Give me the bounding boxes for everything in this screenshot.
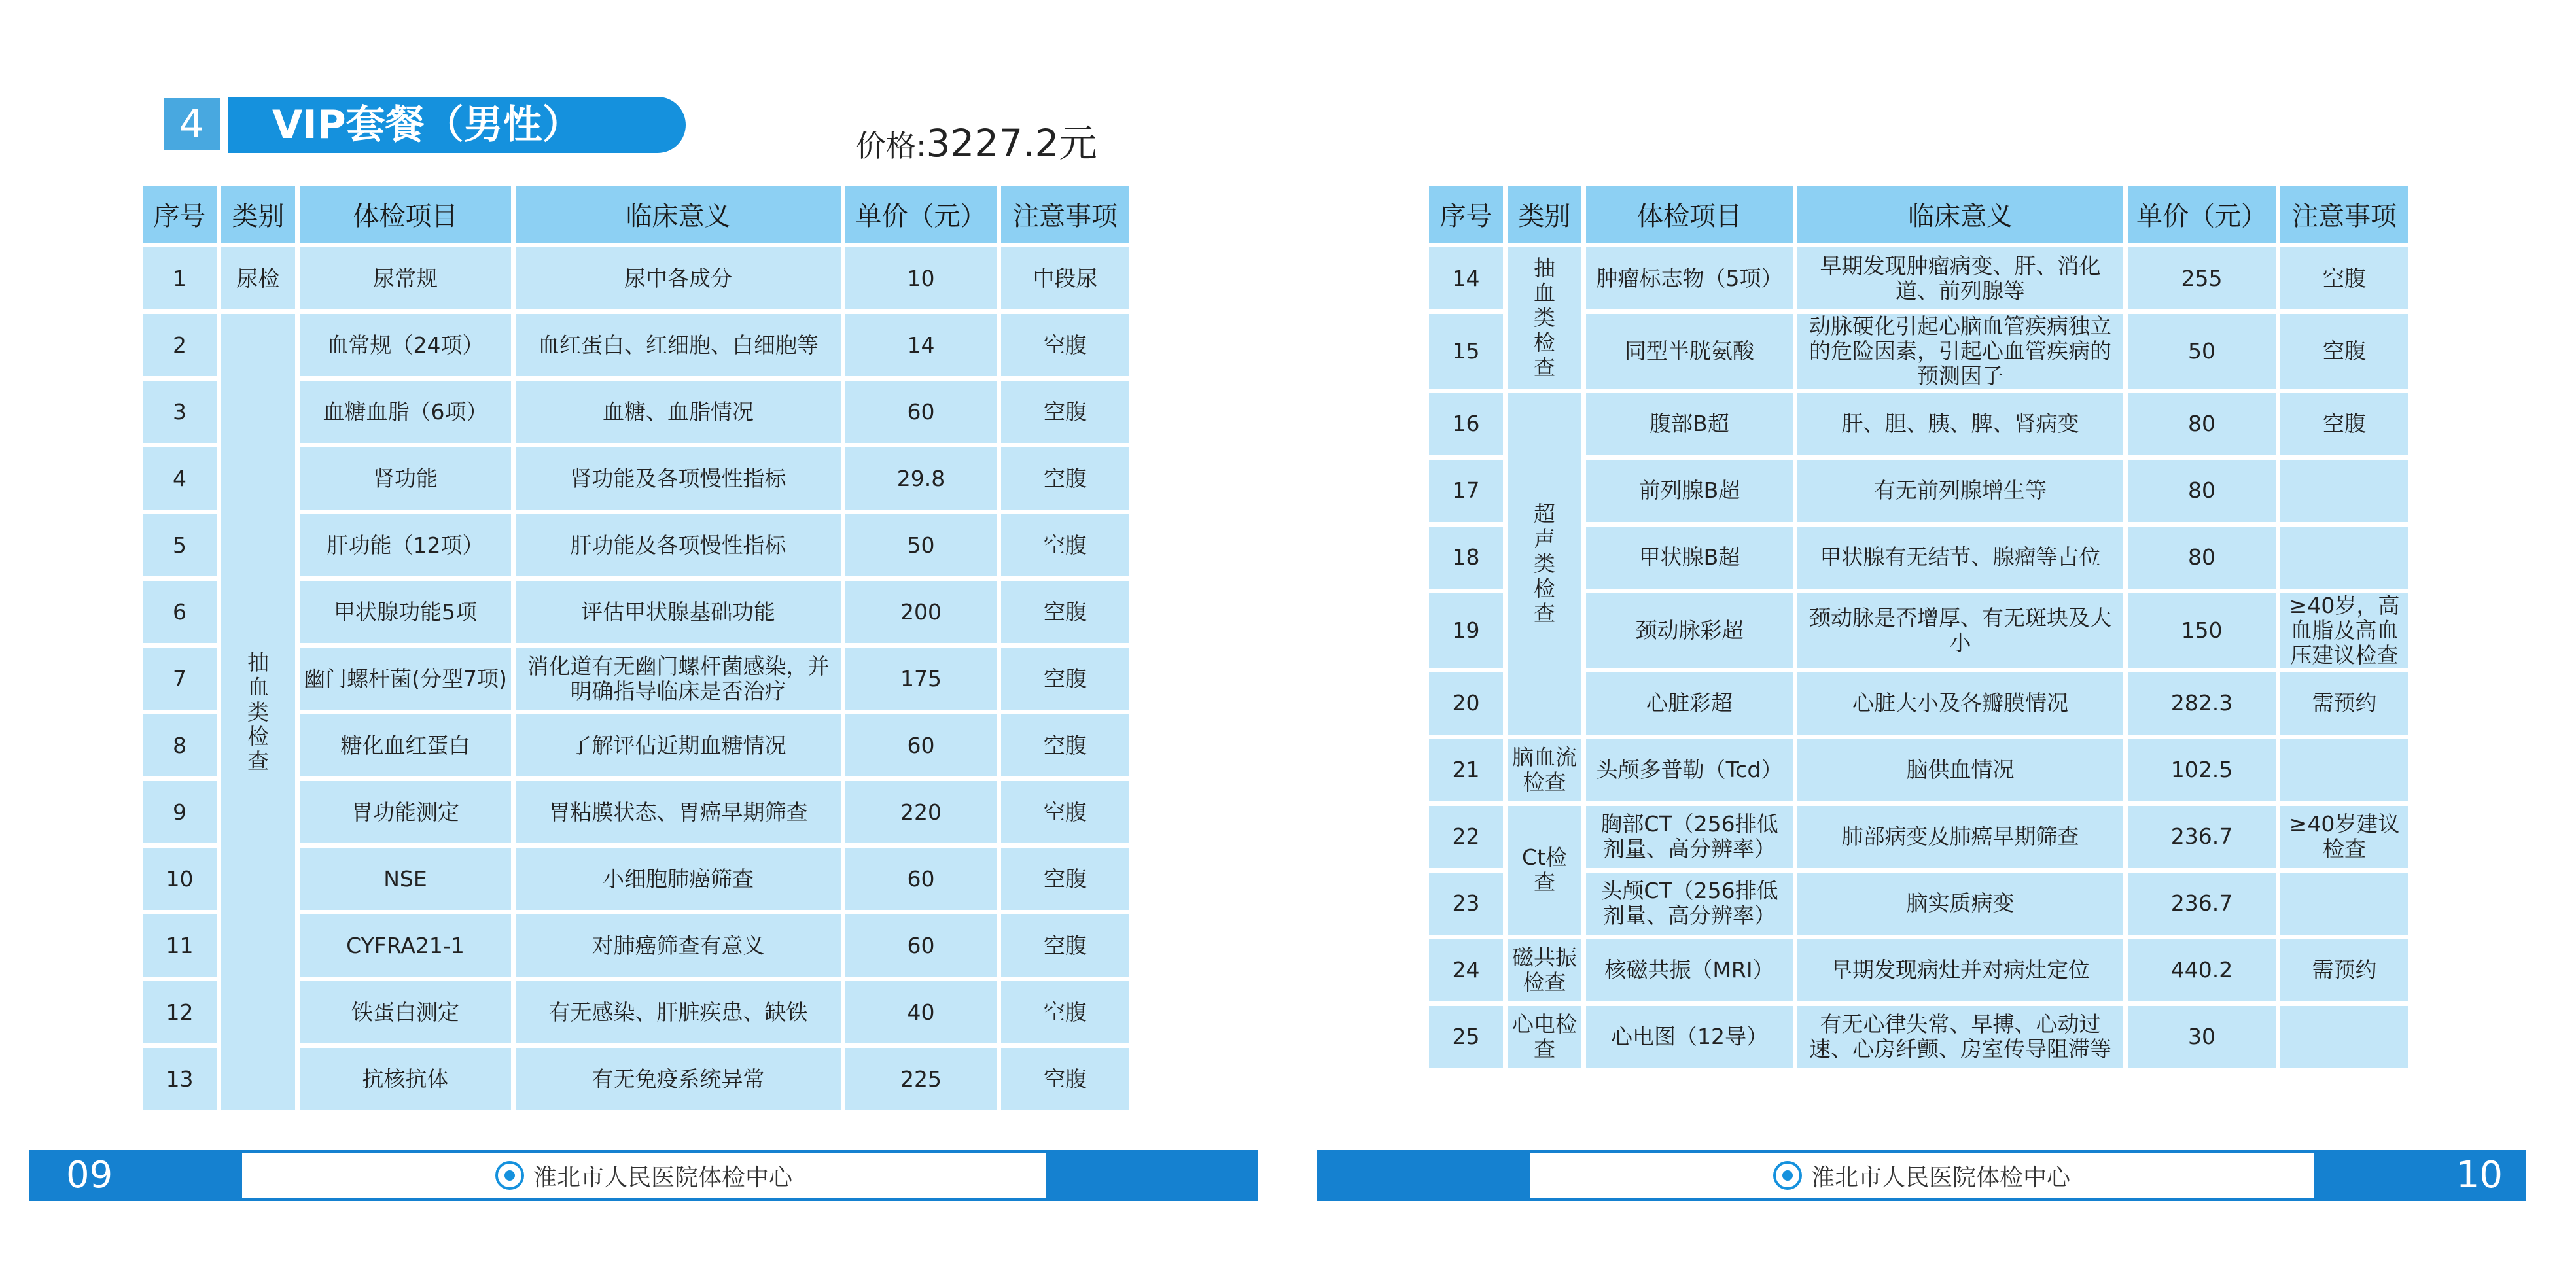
cell-category: Ct检查 <box>1508 806 1581 935</box>
cell-category: 超声类检查 <box>1508 393 1581 735</box>
cell-price: 225 <box>845 1048 997 1110</box>
cell-meaning: 肝、胆、胰、脾、肾病变 <box>1797 393 2123 455</box>
header-price: 单价（元） <box>2128 186 2276 243</box>
table-row <box>143 314 1129 376</box>
table-row <box>1429 939 2408 1001</box>
cell-item: 幽门螺杆菌(分型7项) <box>300 648 511 710</box>
cell-no: 3 <box>143 381 217 443</box>
footer-bar <box>1317 1150 1530 1201</box>
cell-item: 腹部B超 <box>1586 393 1793 455</box>
section-number: 4 <box>164 98 220 150</box>
cell-price: 80 <box>2128 460 2276 522</box>
cell-price: 200 <box>845 581 997 643</box>
cell-note <box>2280 1006 2408 1068</box>
cell-price: 255 <box>2128 247 2276 309</box>
cell-item: 胃功能测定 <box>300 781 511 843</box>
cell-item: 头颅CT（256排低剂量、高分辨率） <box>1586 873 1793 935</box>
header-category: 类别 <box>221 186 295 243</box>
cell-no: 16 <box>1429 393 1503 455</box>
cell-no: 25 <box>1429 1006 1503 1068</box>
header-price: 单价（元） <box>845 186 997 243</box>
cell-no: 17 <box>1429 460 1503 522</box>
cell-price: 150 <box>2128 593 2276 668</box>
cell-no: 21 <box>1429 739 1503 801</box>
cell-item: 头颅多普勒（Tcd） <box>1586 739 1793 801</box>
cell-price: 236.7 <box>2128 873 2276 935</box>
cell-category: 抽血类检查 <box>221 314 295 1110</box>
cell-meaning: 早期发现病灶并对病灶定位 <box>1797 939 2123 1001</box>
page-number: 10 <box>2456 1154 2503 1196</box>
cell-note: 空腹 <box>2280 393 2408 455</box>
cell-price: 102.5 <box>2128 739 2276 801</box>
cell-item: 甲状腺B超 <box>1586 527 1793 589</box>
cell-meaning: 有无前列腺增生等 <box>1797 460 2123 522</box>
table-header-row <box>143 186 1129 243</box>
cell-no: 9 <box>143 781 217 843</box>
cell-no: 4 <box>143 447 217 510</box>
cell-meaning: 血红蛋白、红细胞、白细胞等 <box>516 314 841 376</box>
header-note: 注意事项 <box>1001 186 1129 243</box>
cell-note <box>2280 739 2408 801</box>
cell-price: 30 <box>2128 1006 2276 1068</box>
cell-meaning: 肺部病变及肺癌早期筛查 <box>1797 806 2123 868</box>
cell-no: 10 <box>143 848 217 910</box>
cell-price: 40 <box>845 981 997 1043</box>
table-row <box>143 247 1129 309</box>
cell-meaning: 对肺癌筛查有意义 <box>516 914 841 977</box>
header-no: 序号 <box>143 186 217 243</box>
cell-note: 空腹 <box>1001 648 1129 710</box>
cell-price: 50 <box>845 514 997 576</box>
cell-meaning: 肾功能及各项慢性指标 <box>516 447 841 510</box>
cell-meaning: 动脉硬化引起心脑血管疾病独立的危险因素，引起心血管疾病的预测因子 <box>1797 314 2123 389</box>
footer-bar <box>2314 1150 2526 1201</box>
cell-no: 15 <box>1429 314 1503 389</box>
cell-note: 空腹 <box>1001 848 1129 910</box>
cell-no: 22 <box>1429 806 1503 868</box>
cell-meaning: 了解评估近期血糖情况 <box>516 714 841 776</box>
table-row <box>1429 393 2408 455</box>
package-price <box>856 113 1097 167</box>
cell-note: ≥40岁，高血脂及高血压建议检查 <box>2280 593 2408 668</box>
cell-item: 同型半胱氨酸 <box>1586 314 1793 389</box>
cell-note: 空腹 <box>1001 1048 1129 1110</box>
price-value: 3227.2元 <box>926 121 1097 165</box>
footer-left <box>0 1150 1288 1201</box>
cell-meaning: 脑供血情况 <box>1797 739 2123 801</box>
cell-item: 肿瘤标志物（5项） <box>1586 247 1793 309</box>
cell-category: 心电检查 <box>1508 1006 1581 1068</box>
table-row <box>1429 739 2408 801</box>
cell-meaning: 有无感染、肝脏疾患、缺铁 <box>516 981 841 1043</box>
cell-item: 铁蛋白测定 <box>300 981 511 1043</box>
cell-item: 血常规（24项） <box>300 314 511 376</box>
cell-price: 50 <box>2128 314 2276 389</box>
cell-category: 抽血类检查 <box>1508 247 1581 389</box>
cell-meaning: 胃粘膜状态、胃癌早期筛查 <box>516 781 841 843</box>
page-number: 09 <box>66 1154 113 1196</box>
header-note: 注意事项 <box>2280 186 2408 243</box>
header-item: 体检项目 <box>1586 186 1793 243</box>
cell-price: 440.2 <box>2128 939 2276 1001</box>
cell-no: 14 <box>1429 247 1503 309</box>
cell-meaning: 脑实质病变 <box>1797 873 2123 935</box>
cell-no: 1 <box>143 247 217 309</box>
table-row <box>1429 1006 2408 1068</box>
table-row <box>1429 806 2408 868</box>
cell-no: 19 <box>1429 593 1503 668</box>
cell-meaning: 小细胞肺癌筛查 <box>516 848 841 910</box>
cell-item: NSE <box>300 848 511 910</box>
cell-no: 7 <box>143 648 217 710</box>
cell-note: ≥40岁建议检查 <box>2280 806 2408 868</box>
cell-item: 胸部CT（256排低剂量、高分辨率） <box>1586 806 1793 868</box>
cell-price: 29.8 <box>845 447 997 510</box>
cell-meaning: 早期发现肿瘤病变、肝、消化道、前列腺等 <box>1797 247 2123 309</box>
cell-meaning: 颈动脉是否增厚、有无斑块及大小 <box>1797 593 2123 668</box>
cell-no: 18 <box>1429 527 1503 589</box>
cell-note: 空腹 <box>2280 314 2408 389</box>
cell-price: 80 <box>2128 527 2276 589</box>
cell-no: 13 <box>143 1048 217 1110</box>
cell-note: 空腹 <box>2280 247 2408 309</box>
cell-category: 尿检 <box>221 247 295 309</box>
cell-price: 282.3 <box>2128 672 2276 735</box>
cell-no: 5 <box>143 514 217 576</box>
cell-category: 脑血流检查 <box>1508 739 1581 801</box>
cell-item: CYFRA21-1 <box>300 914 511 977</box>
table-header-row <box>1429 186 2408 243</box>
cell-no: 6 <box>143 581 217 643</box>
cell-note: 空腹 <box>1001 381 1129 443</box>
cell-note <box>2280 873 2408 935</box>
cell-price: 175 <box>845 648 997 710</box>
cell-note: 空腹 <box>1001 581 1129 643</box>
footer-bar <box>1046 1150 1258 1201</box>
cell-note: 空腹 <box>1001 447 1129 510</box>
section-title: VIP套餐（男性） <box>228 97 686 153</box>
package-table-right <box>1424 181 2413 1073</box>
cell-no: 12 <box>143 981 217 1043</box>
cell-no: 20 <box>1429 672 1503 735</box>
page-right <box>1288 0 2576 1288</box>
cell-item: 心脏彩超 <box>1586 672 1793 735</box>
cell-price: 60 <box>845 381 997 443</box>
cell-no: 8 <box>143 714 217 776</box>
cell-item: 尿常规 <box>300 247 511 309</box>
cell-price: 14 <box>845 314 997 376</box>
cell-item: 甲状腺功能5项 <box>300 581 511 643</box>
cell-item: 糖化血红蛋白 <box>300 714 511 776</box>
cell-meaning: 有无心律失常、早搏、心动过速、心房纤颤、房室传导阻滞等 <box>1797 1006 2123 1068</box>
hospital-logo-icon <box>1773 1161 1802 1190</box>
cell-note: 空腹 <box>1001 514 1129 576</box>
cell-price: 60 <box>845 914 997 977</box>
cell-item: 前列腺B超 <box>1586 460 1793 522</box>
header-meaning: 临床意义 <box>516 186 841 243</box>
cell-note <box>2280 460 2408 522</box>
cell-price: 236.7 <box>2128 806 2276 868</box>
cell-item: 血糖血脂（6项） <box>300 381 511 443</box>
cell-price: 60 <box>845 848 997 910</box>
footer-hospital <box>1530 1150 2314 1201</box>
cell-note: 中段尿 <box>1001 247 1129 309</box>
cell-category: 磁共振检查 <box>1508 939 1581 1001</box>
cell-meaning: 有无免疫系统异常 <box>516 1048 841 1110</box>
cell-note: 空腹 <box>1001 714 1129 776</box>
cell-note: 需预约 <box>2280 939 2408 1001</box>
cell-meaning: 甲状腺有无结节、腺瘤等占位 <box>1797 527 2123 589</box>
cell-price: 60 <box>845 714 997 776</box>
footer-bar <box>29 1150 242 1201</box>
price-label: 价格: <box>856 128 926 164</box>
cell-note: 空腹 <box>1001 314 1129 376</box>
cell-meaning: 评估甲状腺基础功能 <box>516 581 841 643</box>
header-no: 序号 <box>1429 186 1503 243</box>
header-meaning: 临床意义 <box>1797 186 2123 243</box>
cell-note: 空腹 <box>1001 981 1129 1043</box>
header-item: 体检项目 <box>300 186 511 243</box>
cell-item: 心电图（12导） <box>1586 1006 1793 1068</box>
cell-note: 空腹 <box>1001 781 1129 843</box>
cell-no: 23 <box>1429 873 1503 935</box>
footer-hospital <box>242 1150 1046 1201</box>
hospital-name: 淮北市人民医院体检中心 <box>1810 1164 2070 1191</box>
header-category: 类别 <box>1508 186 1581 243</box>
cell-meaning: 血糖、血脂情况 <box>516 381 841 443</box>
cell-item: 肝功能（12项） <box>300 514 511 576</box>
cell-meaning: 消化道有无幽门螺杆菌感染，并明确指导临床是否治疗 <box>516 648 841 710</box>
cell-item: 颈动脉彩超 <box>1586 593 1793 668</box>
cell-note <box>2280 527 2408 589</box>
cell-price: 10 <box>845 247 997 309</box>
cell-no: 2 <box>143 314 217 376</box>
cell-price: 220 <box>845 781 997 843</box>
cell-meaning: 肝功能及各项慢性指标 <box>516 514 841 576</box>
hospital-logo-icon <box>495 1161 524 1190</box>
cell-note: 需预约 <box>2280 672 2408 735</box>
cell-note: 空腹 <box>1001 914 1129 977</box>
table-row <box>1429 247 2408 309</box>
cell-no: 11 <box>143 914 217 977</box>
cell-meaning: 心脏大小及各瓣膜情况 <box>1797 672 2123 735</box>
package-table-left <box>138 181 1134 1115</box>
footer-right <box>1288 1150 2576 1201</box>
cell-item: 核磁共振（MRI） <box>1586 939 1793 1001</box>
cell-price: 80 <box>2128 393 2276 455</box>
hospital-name: 淮北市人民医院体检中心 <box>533 1164 792 1191</box>
cell-meaning: 尿中各成分 <box>516 247 841 309</box>
cell-item: 抗核抗体 <box>300 1048 511 1110</box>
cell-item: 肾功能 <box>300 447 511 510</box>
cell-no: 24 <box>1429 939 1503 1001</box>
